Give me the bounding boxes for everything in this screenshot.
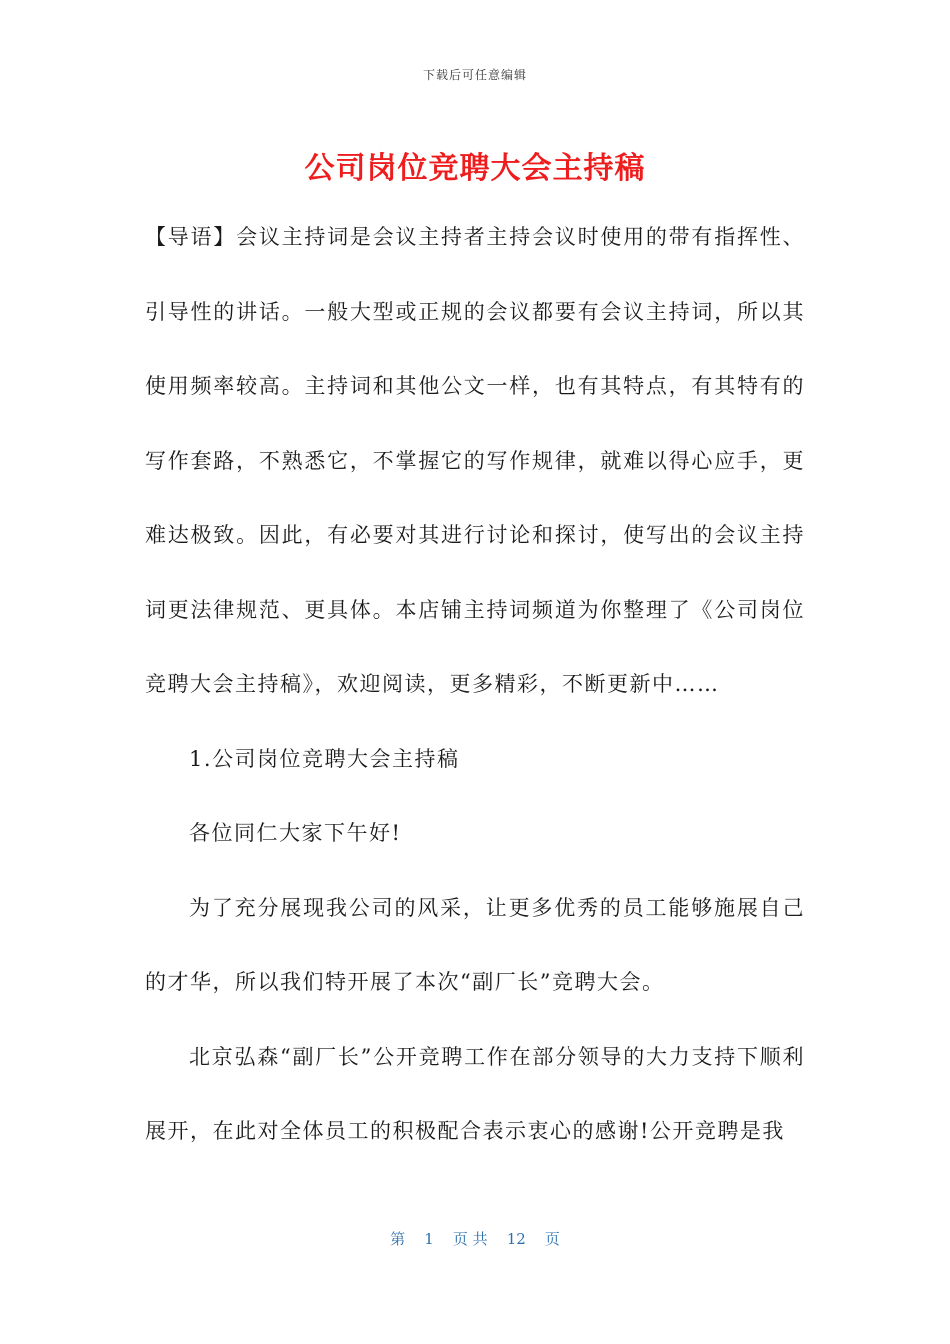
total-pages-number: 12 bbox=[506, 1230, 526, 1248]
footer-suffix: 页 bbox=[544, 1230, 560, 1248]
document-title: 公司岗位竞聘大会主持稿 bbox=[304, 151, 646, 186]
intro-paragraph: 【导语】会议主持词是会议主持者主持会议时使用的带有指挥性、引导性的讲话。一般大型或正规的会议都要有会议主持词，所以其使用频率较高。主持词和其他公文一样，也有其特点，有其特有的写作套路，不熟悉它，不掌握它的写作规律，就难以得心应手，更难达极致。因此，有必要对其进行讨论和探讨，使写出的会议主持词更法律规范、更具体。本店铺主持词频道为你整理了《公司岗位竞聘大会主持稿》，欢迎阅读，更多精彩，不断更新中…… bbox=[145, 225, 805, 696]
footer-prefix: 第 bbox=[390, 1230, 406, 1248]
document-body bbox=[145, 200, 805, 1169]
header-note: 下载后可任意编辑 bbox=[422, 68, 527, 82]
footer-middle: 页 共 bbox=[452, 1230, 488, 1248]
current-page-number: 1 bbox=[424, 1230, 434, 1248]
greeting-paragraph: 各位同仁大家下午好! bbox=[189, 821, 402, 845]
section-heading: 1.公司岗位竞聘大会主持稿 bbox=[189, 746, 460, 771]
body-paragraph: 为了充分展现我公司的风采，让更多优秀的员工能够施展自己的才华，所以我们特开展了本次“副厂长”竞聘大会。 bbox=[145, 895, 805, 994]
body-paragraph: 北京弘森“副厂长”公开竞聘工作在部分领导的大力支持下顺利展开，在此对全体员工的积极配合表示衷心的感谢!公开竞聘是我 bbox=[145, 1044, 805, 1143]
page-footer bbox=[0, 1228, 950, 1249]
